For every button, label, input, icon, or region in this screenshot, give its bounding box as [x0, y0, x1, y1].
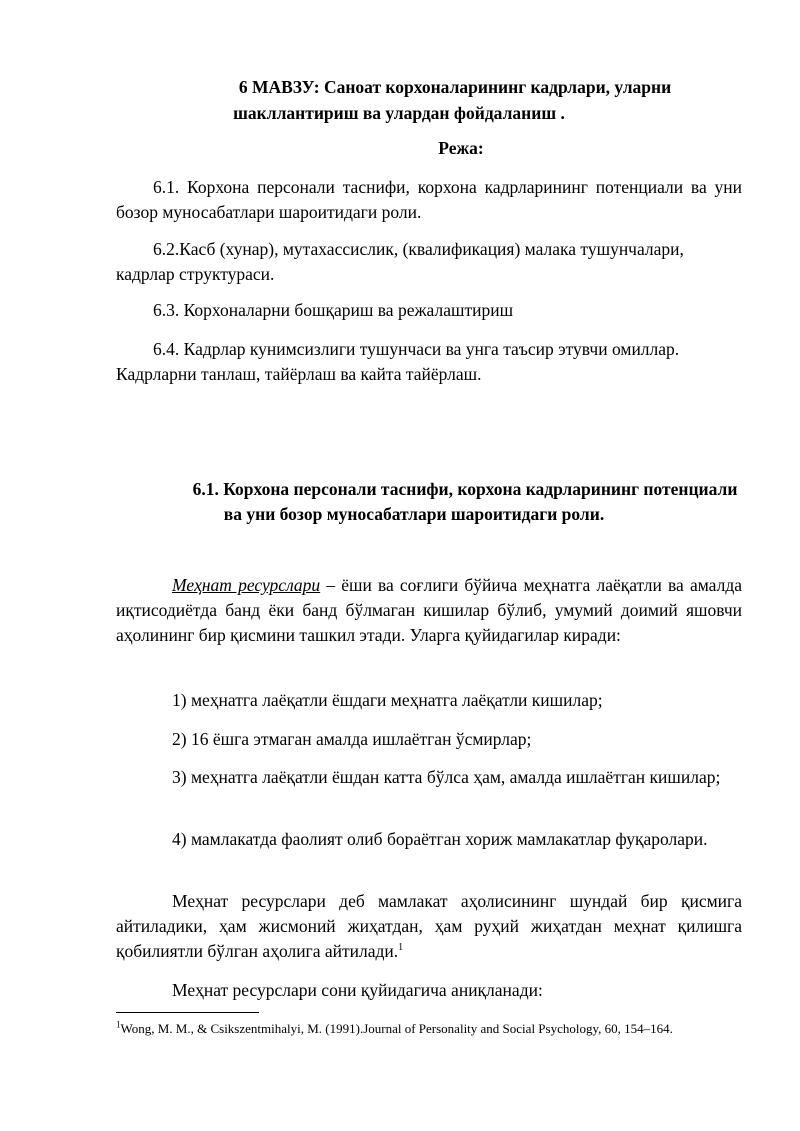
footnote-text: Wong, M. M., & Csikszentmihalyi, M. (1991).Journal of Personality and Social Psychology, 60, 154–164.	[120, 1021, 673, 1036]
footnote-reference: 1	[398, 942, 404, 954]
plan-item-4: 6.4. Кадрлар кунимсизлиги тушунчаси ва унга таъсир этувчи омиллар. Кадрларни танлаш, тайёрлаш ва кайта тайёрлаш.	[116, 339, 680, 384]
intro-text: – ёши ва соғлиги бўйича меҳнатга лаёқатли ва амалда иқтисодиётда банд ёки банд бўлмаган кишилар бўлиб, умумий доимий яшовчи аҳолининг бир қисмини ташкил этади. Уларга қуйидагилар киради:	[116, 575, 742, 645]
topic-title	[116, 74, 742, 126]
section-title-line-2: ва уни бозор муносабатлари шароитидаги роли.	[223, 504, 605, 524]
topic-title-line-2: шакллантириш ва улардан фойдаланиш .	[233, 103, 565, 123]
footnote-mark: 1	[116, 1019, 121, 1030]
section-title	[116, 477, 742, 527]
definition-paragraph	[116, 889, 742, 964]
list-item: 1) меҳнатга лаёқатли ёшдаги меҳнатга лаёқатли кишилар;	[172, 690, 603, 710]
footnote-separator	[116, 1012, 259, 1013]
plan-item-3: 6.3. Корхоналарни бошқариш ва режалаштириш	[153, 300, 514, 320]
count-intro: Меҳнат ресурслари сони қуйидагича аниқланади:	[172, 980, 543, 1000]
list-item: 2) 16 ёшга этмаган амалда ишлаётган ўсмирлар;	[172, 729, 532, 749]
section-title-line-1: 6.1. Корхона персонали таснифи, корхона кадрларининг потенциали	[192, 479, 738, 499]
plan-item-2: 6.2.Касб (хунар), мутахассислик, (квалификация) малака тушунчалари, кадрлар структураси.	[116, 239, 684, 284]
intro-paragraph	[116, 573, 742, 648]
list-item: 3) меҳнатга лаёқатли ёшдан катта бўлса ҳам, амалда ишлаётган кишилар;	[172, 767, 721, 787]
defined-term: Меҳнат ресурслари	[172, 575, 321, 595]
plan-item-1: 6.1. Корхона персонали таснифи, корхона кадрларининг потенциали ва уни бозор муносабатлари шароитидаги роли.	[116, 177, 742, 222]
topic-title-line-1: 6 МАВЗУ: Саноат корхоналарининг кадрлари, уларни	[238, 77, 672, 97]
list-item: 4) мамлакатда фаолият олиб бораётган хориж мамлакатлар фуқаролари.	[172, 829, 708, 849]
plan-label: Режа:	[438, 138, 484, 158]
definition-text: Меҳнат ресурслари деб мамлакат аҳолисининг шундай бир қисмига айтиладики, ҳам жисмоний жиҳатдан, ҳам руҳий жиҳатдан меҳнат қилишга қобилиятли бўлган аҳолига айтилади.	[116, 891, 742, 961]
footnote	[116, 1020, 742, 1037]
